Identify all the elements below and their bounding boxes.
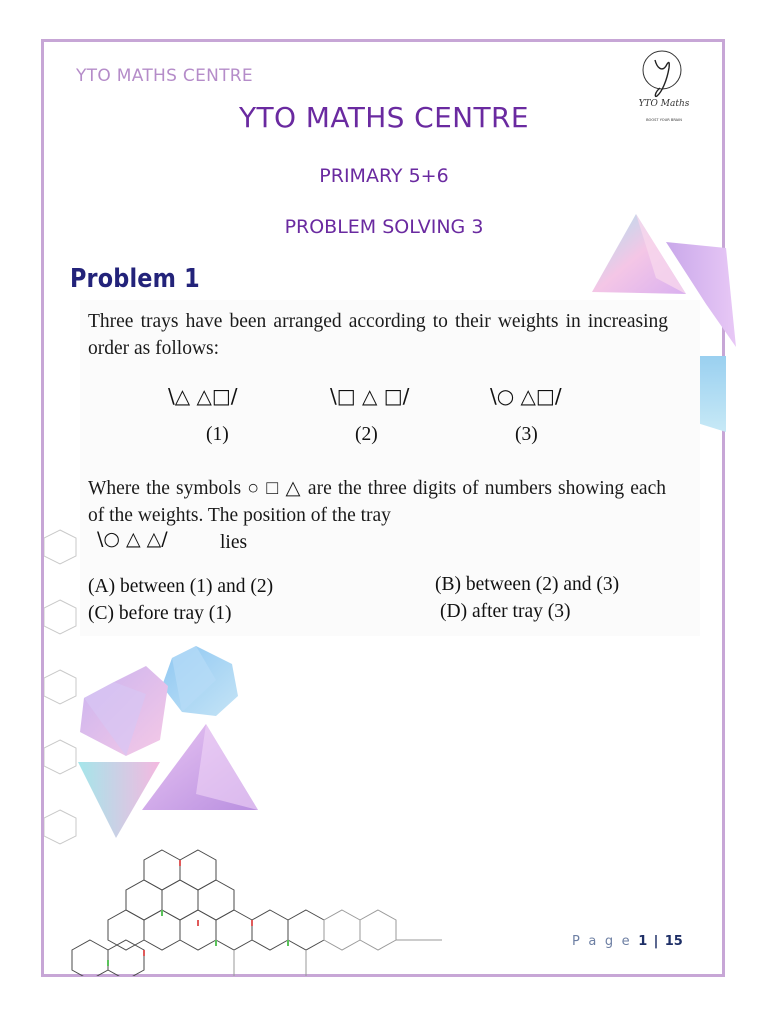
- page-title: YTO MATHS CENTRE: [239, 101, 529, 134]
- header-small-title: YTO MATHS CENTRE: [76, 66, 253, 86]
- worksheet-title: PROBLEM SOLVING 3: [284, 216, 484, 238]
- option-a: (A) between (1) and (2): [88, 576, 274, 597]
- page-total: 15: [664, 934, 683, 949]
- page-number-footer: [572, 934, 683, 949]
- tray-1-symbols: \△ △□/: [168, 384, 238, 408]
- problem-question-text: Where the symbols ○ □ △ are the three digits of numbers showing each of the weights. The position of the tray: [88, 478, 666, 526]
- tray-3-symbols: \○ △□/: [490, 384, 562, 408]
- page-subtitle: PRIMARY 5+6: [319, 165, 449, 187]
- logo-tagline: BOOST YOUR BRAIN: [646, 118, 682, 122]
- logo-script-text: YTO Maths: [638, 99, 690, 109]
- option-d: (D) after tray (3): [440, 601, 571, 622]
- query-tray-symbols: \○ △ △/: [97, 528, 168, 550]
- tray-2-symbols: \□ △ □/: [330, 384, 410, 408]
- option-b: (B) between (2) and (3): [435, 574, 620, 595]
- page-separator: |: [653, 934, 659, 949]
- query-tail-text: lies: [220, 532, 248, 553]
- option-c: (C) before tray (1): [88, 603, 232, 624]
- page-current: 1: [638, 934, 648, 949]
- yto-logo: [622, 48, 706, 128]
- page-word: P a g e: [572, 934, 632, 949]
- problem-intro-text: Three trays have been arranged according to their weights in increasing order as follows:: [88, 311, 668, 359]
- tray-1-label: (1): [206, 424, 229, 445]
- tray-2-label: (2): [355, 424, 378, 445]
- tray-3-label: (3): [515, 424, 538, 445]
- problem-heading: Problem 1: [70, 264, 200, 294]
